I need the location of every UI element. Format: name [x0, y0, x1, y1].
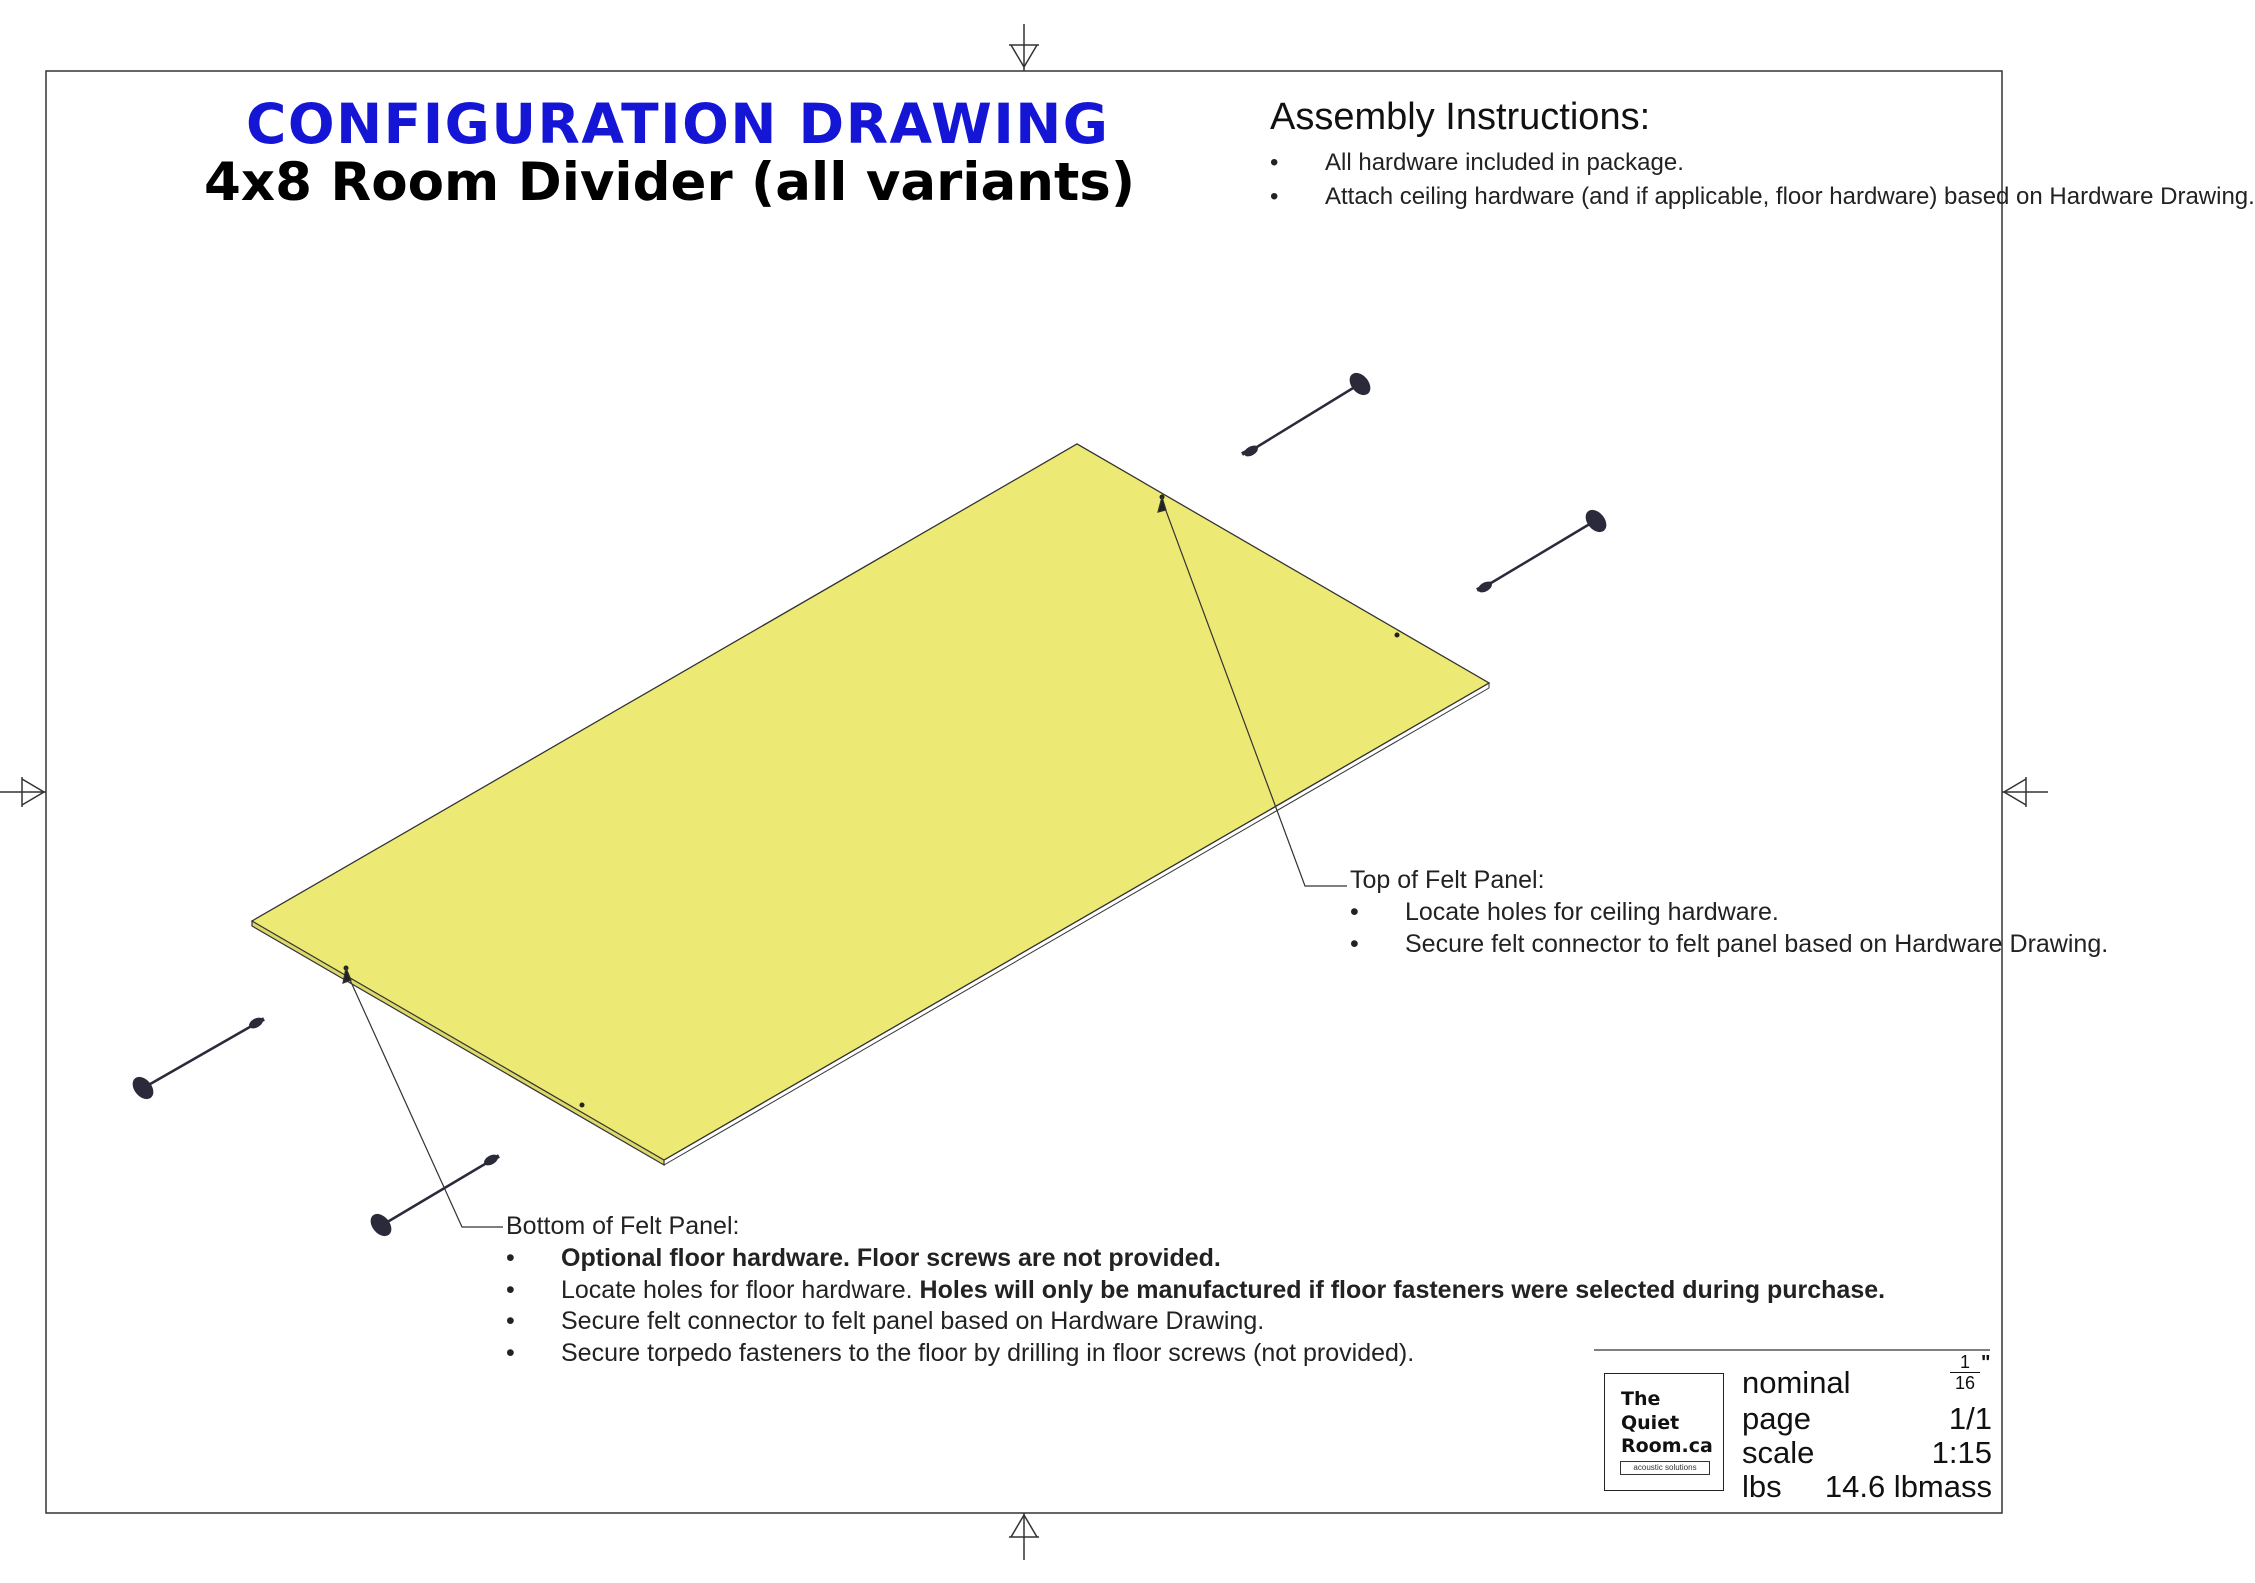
callout-bottom-item-bold: Optional floor hardware. Floor screws are not provided.: [561, 1244, 1221, 1272]
center-mark-left: [0, 777, 46, 807]
callout-top-list: [1350, 897, 2109, 960]
nominal-denominator: 16: [1954, 1373, 1976, 1393]
callout-bottom-list: [506, 1243, 1885, 1369]
assembly-list: [1270, 146, 2255, 214]
callout-bottom-item: [506, 1243, 1885, 1275]
logo-line: Quiet: [1621, 1411, 1680, 1434]
nominal-unit: ": [1981, 1352, 1991, 1374]
page-title: CONFIGURATION DRAWING: [246, 92, 1110, 156]
center-mark-bottom: [1009, 1513, 1039, 1560]
logo-text: [1621, 1388, 1713, 1459]
center-mark-right: [2002, 777, 2048, 807]
nominal-fraction: [1950, 1352, 1980, 1393]
lbs-label: lbs: [1742, 1469, 1782, 1504]
felt-panel: [252, 444, 1489, 1165]
center-mark-top: [1009, 24, 1039, 71]
floor-fastener-icon: [367, 1153, 499, 1239]
company-logo: [1604, 1373, 1724, 1491]
callout-bottom-item: [506, 1275, 1885, 1307]
logo-tagline: acoustic solutions: [1620, 1461, 1710, 1475]
floor-fastener-icon: [129, 1016, 264, 1102]
callout-bottom-heading: Bottom of Felt Panel:: [506, 1212, 740, 1240]
floor-hole-marker: [580, 1103, 585, 1108]
lbs-value: 14.6 lbmass: [1824, 1469, 1992, 1504]
page-value: 1/1: [1948, 1401, 1992, 1436]
nominal-numerator: 1: [1950, 1352, 1980, 1373]
callout-bottom-item: • Secure felt connector to felt panel based on Hardware Drawing.: [506, 1306, 1885, 1338]
callout-top-heading: Top of Felt Panel:: [1350, 866, 1545, 894]
ceiling-fastener-icon: [1242, 370, 1374, 458]
logo-line: The: [1621, 1388, 1661, 1410]
logo-line: Room.ca: [1621, 1435, 1713, 1457]
callout-top-item: • Locate holes for ceiling hardware.: [1350, 897, 1985, 929]
callout-top-item: • Secure felt connector to felt panel based on Hardware Drawing.: [1350, 929, 1985, 961]
assembly-item: • All hardware included in package.: [1270, 146, 2055, 180]
callout-bottom-item-text: Locate holes for floor hardware.: [561, 1275, 920, 1304]
callout-bottom-item-bold: Holes will only be manufactured if floor fasteners were selected during purchase.: [919, 1275, 1886, 1304]
callout-bottom-item: • Secure torpedo fasteners to the floor by drilling in floor screws (not provided).: [506, 1338, 1885, 1370]
nominal-label: nominal: [1742, 1365, 1851, 1400]
scale-label: scale: [1742, 1435, 1815, 1470]
ceiling-fastener-icon: [1477, 507, 1610, 594]
assembly-item: • Attach ceiling hardware (and if applicable, floor hardware) based on Hardware Drawing.: [1270, 180, 2055, 214]
page-subtitle: 4x8 Room Divider (all variants): [204, 152, 1136, 213]
assembly-heading: Assembly Instructions:: [1270, 96, 1651, 138]
scale-value: 1:15: [1931, 1435, 1992, 1470]
ceiling-hole-marker: [1395, 633, 1400, 638]
page-label: page: [1742, 1401, 1811, 1436]
